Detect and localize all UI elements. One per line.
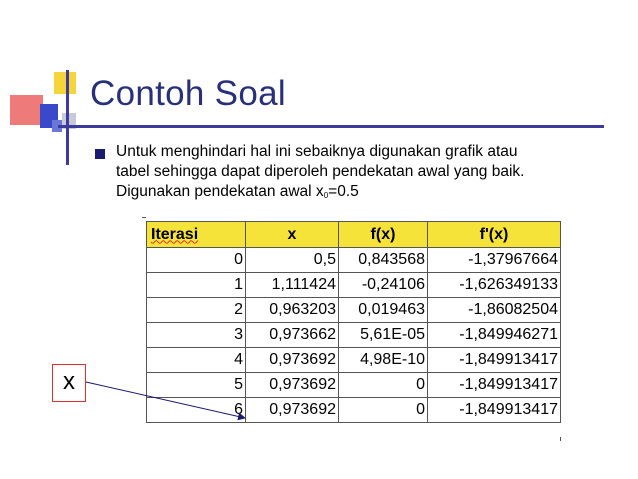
cell-iterasi: 5	[147, 373, 246, 398]
bullet-line-2: tabel sehingga dapat diperoleh pendekatan awal yang baik.	[116, 163, 525, 180]
cell-fx: 0	[339, 373, 428, 398]
cell-fx: 4,98E-10	[339, 348, 428, 373]
bullet-line-1: Untuk menghindari hal ini sebaiknya digunakan grafik atau	[116, 143, 518, 160]
cell-fx: -0,24106	[339, 273, 428, 298]
header-fx: f(x)	[339, 222, 428, 248]
cell-iterasi: 3	[147, 323, 246, 348]
cell-x: 1,111424	[246, 273, 339, 298]
cell-x: 0,973662	[246, 323, 339, 348]
cell-fx: 0	[339, 398, 428, 423]
cell-fx: 0,019463	[339, 298, 428, 323]
cell-fprime-x: -1,37967664	[428, 248, 561, 273]
cell-fprime-x: -1,849946271	[428, 323, 561, 348]
cell-x: 0,973692	[246, 373, 339, 398]
bullet-line-3-subscript: 0	[323, 191, 329, 200]
bullet-line-3-prefix: Digunakan pendekatan awal x	[116, 183, 324, 200]
cell-x: 0,5	[246, 248, 339, 273]
cell-x: 0,973692	[246, 398, 339, 423]
cell-fprime-x: -1,849913417	[428, 398, 561, 423]
cell-iterasi: 1	[147, 273, 246, 298]
header-iterasi: Iterasi	[147, 222, 246, 248]
cell-fx: 5,61E-05	[339, 323, 428, 348]
cell-fx: 0,843568	[339, 248, 428, 273]
header-x: x	[246, 222, 339, 248]
cell-iterasi: 6	[147, 398, 246, 423]
slide-title: Contoh Soal	[90, 74, 286, 113]
cell-fprime-x: -1,849913417	[428, 348, 561, 373]
cell-iterasi: 4	[147, 348, 246, 373]
cell-fprime-x: -1,849913417	[428, 373, 561, 398]
cell-fprime-x: -1,86082504	[428, 298, 561, 323]
cell-x: 0,973692	[246, 348, 339, 373]
cell-fprime-x: -1,626349133	[428, 273, 561, 298]
cell-x: 0,963203	[246, 298, 339, 323]
x-annotation-box: x	[52, 364, 86, 402]
bullet-line-3-suffix: =0.5	[328, 183, 359, 200]
cell-iterasi: 2	[147, 298, 246, 323]
cell-iterasi: 0	[147, 248, 246, 273]
header-fprime-x: f'(x)	[428, 222, 561, 248]
